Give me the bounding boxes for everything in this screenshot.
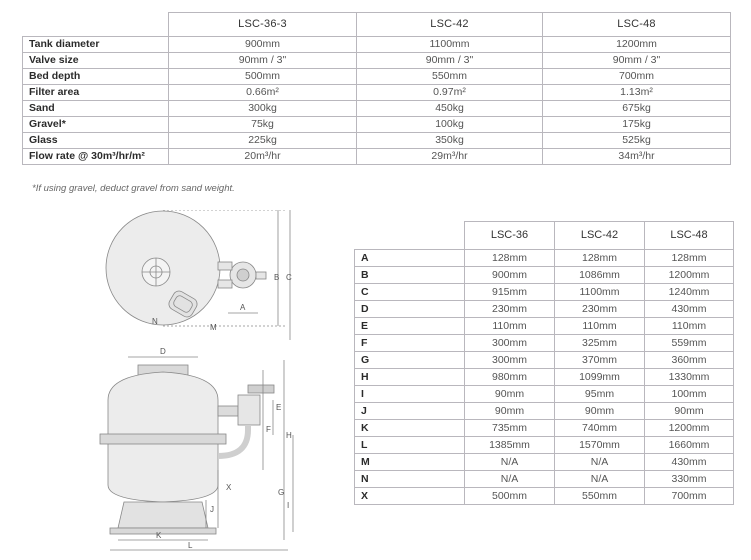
dimension-cell: 980mm [465,369,555,386]
diagram-label-x: X [226,483,232,492]
diagram-label-a: A [240,303,246,312]
spec-row-label: Sand [23,101,169,117]
dimension-cell: 430mm [645,454,734,471]
dimension-cell: 1660mm [645,437,734,454]
diagram-label-l: L [188,541,193,550]
dimension-row-label: E [355,318,465,335]
specification-table [22,12,731,165]
spec-row [23,149,731,165]
dimension-cell: 1240mm [645,284,734,301]
spec-cell: 175kg [543,117,731,133]
spec-row-label: Glass [23,133,169,149]
dimension-cell: 100mm [645,386,734,403]
dimension-cell: 230mm [555,301,645,318]
spec-row [23,101,731,117]
dimension-row [355,352,734,369]
dimension-cell: 740mm [555,420,645,437]
dimension-row [355,471,734,488]
spec-cell: 550mm [357,69,543,85]
dimension-row [355,386,734,403]
spec-cell: 500mm [169,69,357,85]
spec-cell: 525kg [543,133,731,149]
dimension-cell: N/A [555,454,645,471]
spec-row [23,85,731,101]
diagram-label-n: N [152,317,158,326]
dimension-cell: 1086mm [555,267,645,284]
diagram-label-k: K [156,531,162,540]
spec-cell: 350kg [357,133,543,149]
spec-row-label: Gravel* [23,117,169,133]
dimension-cell: 300mm [465,335,555,352]
dimension-row [355,454,734,471]
spec-row-label: Valve size [23,53,169,69]
spec-column-header: LSC-42 [357,13,543,37]
dimension-row-label: D [355,301,465,318]
dimension-cell: 128mm [645,250,734,267]
spec-row-label: Filter area [23,85,169,101]
dimension-row-label: C [355,284,465,301]
spec-cell: 1100mm [357,37,543,53]
spec-footnote: *If using gravel, deduct gravel from sand weight. [32,183,235,194]
dimension-row [355,284,734,301]
dimension-cell: 128mm [555,250,645,267]
spec-cell: 90mm / 3" [543,53,731,69]
dimension-cell: 370mm [555,352,645,369]
diagram-label-j: J [210,505,214,514]
dimension-cell: N/A [465,454,555,471]
spec-row [23,69,731,85]
dimension-cell: 550mm [555,488,645,505]
spec-cell: 29m³/hr [357,149,543,165]
spec-cell: 300kg [169,101,357,117]
spec-cell: 90mm / 3" [357,53,543,69]
spec-header-blank [23,13,169,37]
top-view-diagram [106,210,290,340]
dimension-cell: 110mm [645,318,734,335]
diagram-label-h: H [286,431,292,440]
dimension-row [355,301,734,318]
spec-row-label: Tank diameter [23,37,169,53]
dimension-row-label: X [355,488,465,505]
dimension-cell: 300mm [465,352,555,369]
spec-cell: 100kg [357,117,543,133]
dimension-cell: 90mm [645,403,734,420]
dimension-column-header: LSC-42 [555,222,645,250]
spec-cell: 700mm [543,69,731,85]
dimension-cell: 1330mm [645,369,734,386]
dimension-row-label: N [355,471,465,488]
diagram-label-g: G [278,488,285,497]
spec-row-label: Bed depth [23,69,169,85]
dimension-row [355,318,734,335]
diagram-label-c: C [286,273,292,282]
dimension-cell: 128mm [465,250,555,267]
spec-cell: 90mm / 3" [169,53,357,69]
dimension-row-label: H [355,369,465,386]
dimension-cell: 110mm [465,318,555,335]
dimension-cell: 325mm [555,335,645,352]
spec-cell: 225kg [169,133,357,149]
dimension-header-row [355,222,734,250]
filter-diagram [88,210,328,555]
dimension-cell: 90mm [555,403,645,420]
dimension-cell: 559mm [645,335,734,352]
spec-cell: 675kg [543,101,731,117]
diagram-label-d: D [160,347,166,356]
dimension-row [355,403,734,420]
dimension-row-label: G [355,352,465,369]
spec-row [23,133,731,149]
spec-row [23,117,731,133]
dimension-cell: 90mm [465,386,555,403]
diagram-label-m: M [210,323,217,332]
spec-cell: 20m³/hr [169,149,357,165]
spec-row [23,37,731,53]
dimension-row [355,420,734,437]
diagram-label-b: B [274,273,280,282]
dimension-header-blank [355,222,465,250]
dimension-row [355,488,734,505]
dimension-row-label: B [355,267,465,284]
dimension-cell: 330mm [645,471,734,488]
dimension-cell: 1200mm [645,420,734,437]
dimension-row-label: K [355,420,465,437]
dimension-cell: 1570mm [555,437,645,454]
dimension-cell: 360mm [645,352,734,369]
dimension-row-label: J [355,403,465,420]
spec-cell: 450kg [357,101,543,117]
dimension-cell: 1100mm [555,284,645,301]
dimension-cell: 90mm [465,403,555,420]
spec-cell: 0.97m² [357,85,543,101]
spec-cell: 1200mm [543,37,731,53]
spec-cell: 1.13m² [543,85,731,101]
dimension-cell: N/A [465,471,555,488]
dimension-cell: 700mm [645,488,734,505]
dimension-cell: 1099mm [555,369,645,386]
spec-cell: 900mm [169,37,357,53]
dimension-row [355,437,734,454]
dimension-row-label: L [355,437,465,454]
dimension-row [355,369,734,386]
dimension-cell: 230mm [465,301,555,318]
spec-header-row [23,13,731,37]
dimension-cell: 735mm [465,420,555,437]
spec-cell: 0.66m² [169,85,357,101]
dimension-cell: 1385mm [465,437,555,454]
dimension-row [355,335,734,352]
dimension-cell: 915mm [465,284,555,301]
dimension-row [355,267,734,284]
dimension-cell: 1200mm [645,267,734,284]
spec-row [23,53,731,69]
dimension-row [355,250,734,267]
dimension-row-label: I [355,386,465,403]
side-view-diagram [100,357,293,550]
spec-row-label: Flow rate @ 30m³/hr/m² [23,149,169,165]
diagram-label-f: F [266,425,271,434]
dimension-cell: 900mm [465,267,555,284]
spec-column-header: LSC-36-3 [169,13,357,37]
dimension-row-label: A [355,250,465,267]
dimension-cell: 110mm [555,318,645,335]
diagram-label-e: E [276,403,282,412]
dimension-cell: 95mm [555,386,645,403]
dimension-table [354,221,734,505]
spec-cell: 34m³/hr [543,149,731,165]
dimension-cell: 500mm [465,488,555,505]
dimension-row-label: M [355,454,465,471]
dimension-cell: N/A [555,471,645,488]
dimension-column-header: LSC-48 [645,222,734,250]
dimension-cell: 430mm [645,301,734,318]
spec-column-header: LSC-48 [543,13,731,37]
dimension-row-label: F [355,335,465,352]
spec-cell: 75kg [169,117,357,133]
dimension-column-header: LSC-36 [465,222,555,250]
diagram-label-i: I [287,501,290,510]
